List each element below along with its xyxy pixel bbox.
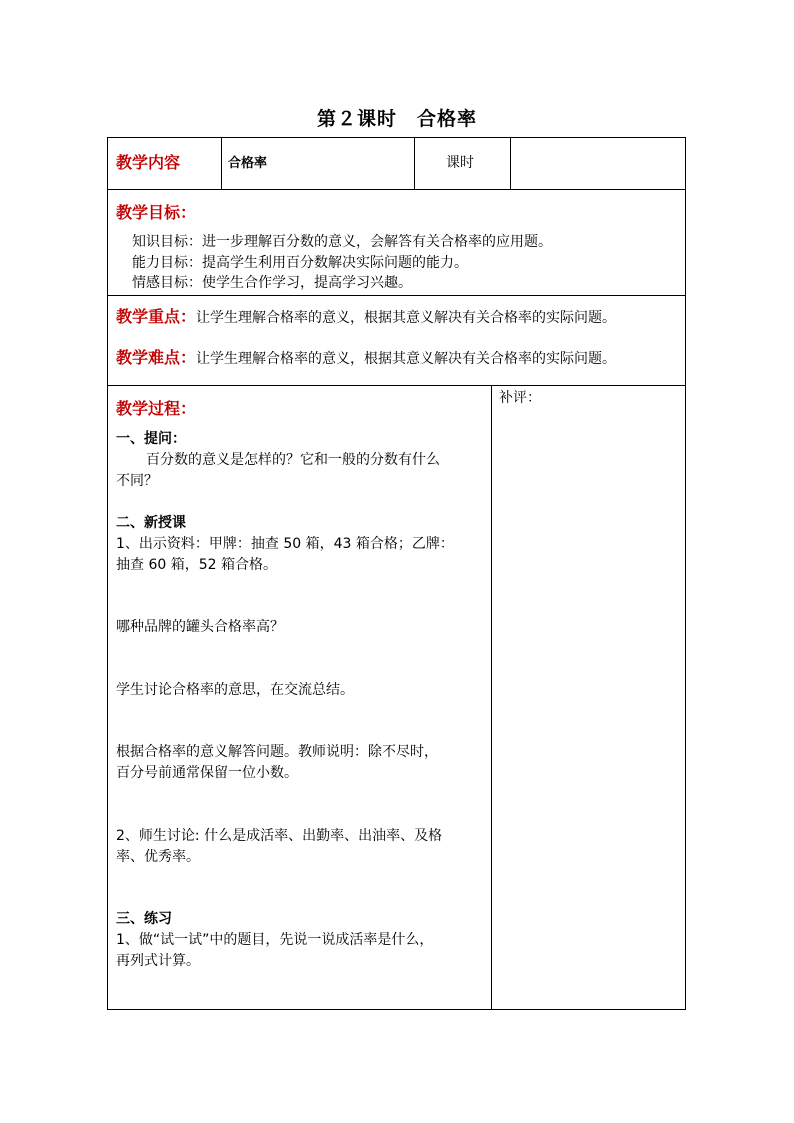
row-divider xyxy=(108,189,685,190)
question-line: 百分数的意义是怎样的？它和一般的分数有什么 xyxy=(146,452,440,468)
section-title-practice: 三、练习 xyxy=(116,911,172,927)
discussion-line: 学生讨论合格率的意思，在交流总结。 xyxy=(116,682,354,698)
objective-emotion: 情感目标：使学生合作学习，提高学习兴趣。 xyxy=(132,275,412,291)
discussion-rates-line: 2、师生讨论: 什么是成活率、出勤率、出油率、及格 xyxy=(116,828,443,844)
material-line: 1、出示资料：甲牌：抽查 50 箱，43 箱合格；乙牌： xyxy=(116,536,454,552)
lesson-plan-table xyxy=(107,137,686,1010)
practice-line: 1、做“试一试”中的题目，先说一说成活率是什么， xyxy=(116,932,434,948)
col-divider xyxy=(510,138,511,189)
col-divider xyxy=(221,138,222,189)
section-title-new-lesson: 二、新授课 xyxy=(116,515,186,531)
objective-knowledge: 知识目标：进一步理解百分数的意义，会解答有关合格率的应用题。 xyxy=(132,234,552,250)
key-point xyxy=(116,306,616,329)
explanation-line: 百分号前通常保留一位小数。 xyxy=(116,765,298,781)
discussion-rates-line: 率、优秀率。 xyxy=(116,849,200,865)
objective-ability: 能力目标：提高学生利用百分数解决实际问题的能力。 xyxy=(132,255,468,271)
content-value: 合格率 xyxy=(228,156,268,171)
difficulty-text: 让学生理解合格率的意义，根据其意义解决有关合格率的实际问题。 xyxy=(196,351,617,367)
brand-question: 哪种品牌的罐头合格率高？ xyxy=(116,619,284,635)
explanation-line: 根据合格率的意义解答问题。教师说明：除不尽时， xyxy=(116,744,438,760)
key-point-text: 让学生理解合格率的意义，根据其意义解决有关合格率的实际问题。 xyxy=(196,310,617,326)
practice-line: 再列式计算。 xyxy=(116,953,200,969)
question-line: 不同？ xyxy=(116,473,158,489)
comment-label: 补评： xyxy=(499,390,541,406)
objectives-heading: 教学目标： xyxy=(116,203,197,222)
material-line: 抽查 60 箱，52 箱合格。 xyxy=(116,557,277,573)
row-divider xyxy=(108,295,685,296)
page-title: 第２课时 合格率 xyxy=(316,108,477,130)
difficulty xyxy=(116,347,616,370)
section-title-question: 一、提问： xyxy=(116,431,186,447)
period-label: 课时 xyxy=(446,155,474,171)
row-divider xyxy=(108,385,685,386)
difficulty-label: 教学难点： xyxy=(116,348,197,367)
col-divider xyxy=(414,138,415,189)
content-label: 教学内容 xyxy=(116,153,181,172)
key-point-label: 教学重点： xyxy=(116,307,197,326)
process-heading: 教学过程： xyxy=(116,399,197,418)
col-divider xyxy=(491,385,492,1009)
